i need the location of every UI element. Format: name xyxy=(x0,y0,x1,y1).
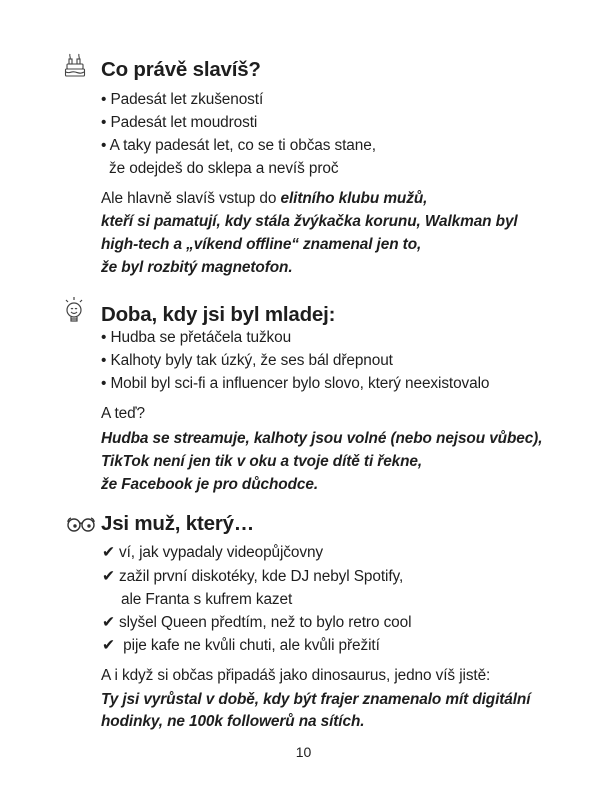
paragraph-bold: elitního klubu mužů, xyxy=(280,190,428,207)
bullet-item: • Kalhoty byly tak úzký, že ses bál dřepnout xyxy=(101,352,393,369)
check-item xyxy=(102,636,380,656)
check-item-text: ví, jak vypadaly videopůjčovny xyxy=(118,544,324,561)
paragraph-bold: že Facebook je pro důchodce. xyxy=(101,476,318,493)
paragraph-bold: Hudba se streamuje, kalhoty jsou volné (nebo nejsou vůbec), xyxy=(101,430,543,447)
paragraph-bold: že byl rozbitý magnetofon. xyxy=(101,259,293,276)
glasses-icon xyxy=(66,516,96,532)
paragraph-plain: Ale hlavně slavíš vstup do xyxy=(101,190,281,207)
lightbulb-smile-icon xyxy=(63,296,85,326)
check-icon: ✔ xyxy=(102,614,115,631)
section-heading: Doba, kdy jsi byl mladej: xyxy=(101,303,336,326)
check-item-text: zažil první diskotéky, kde DJ nebyl Spotify, xyxy=(118,568,404,585)
check-icon: ✔ xyxy=(102,568,115,585)
bullet-item: • Padesát let moudrosti xyxy=(101,114,258,131)
bullet-item: • Mobil byl sci-fi a influencer bylo slovo, který neexistovalo xyxy=(101,375,490,392)
paragraph-plain: A i když si občas připadáš jako dinosaurus, jedno víš jistě: xyxy=(101,667,491,684)
bullet-item-continuation: že odejdeš do sklepa a nevíš proč xyxy=(109,160,339,177)
check-item-text: pije kafe ne kvůli chuti, ale kvůli přežití xyxy=(118,637,380,654)
check-item-continuation: ale Franta s kufrem kazet xyxy=(121,591,293,608)
paragraph-bold: Ty jsi vyrůstal v době, kdy být frajer znamenalo mít digitální xyxy=(101,691,531,708)
check-icon: ✔ xyxy=(102,637,115,654)
birthday-cake-icon xyxy=(64,52,86,78)
paragraph-plain: A teď? xyxy=(101,405,145,422)
bullet-item: • Hudba se přetáčela tužkou xyxy=(101,329,292,346)
check-item xyxy=(102,613,411,633)
check-item-text: slyšel Queen předtím, než to bylo retro cool xyxy=(118,614,412,631)
check-item xyxy=(102,567,403,587)
paragraph-bold: hodinky, ne 100k followerů na sítích. xyxy=(101,713,365,730)
paragraph-bold: TikTok není jen tik v oku a tvoje dítě ti řekne, xyxy=(101,453,423,470)
check-icon: ✔ xyxy=(102,544,115,561)
paragraph-line xyxy=(101,189,427,209)
bullet-item: • Padesát let zkušeností xyxy=(101,91,264,108)
page-number: 10 xyxy=(295,744,312,760)
bullet-item: • A taky padesát let, co se ti občas stane, xyxy=(101,137,376,154)
section-heading: Co právě slavíš? xyxy=(101,58,261,81)
paragraph-bold: kteří si pamatují, kdy stála žvýkačka korunu, Walkman byl xyxy=(101,213,518,230)
check-item xyxy=(102,543,323,563)
paragraph-bold: high-tech a „víkend offline“ znamenal jen to, xyxy=(101,236,422,253)
section-heading: Jsi muž, který… xyxy=(101,512,255,535)
